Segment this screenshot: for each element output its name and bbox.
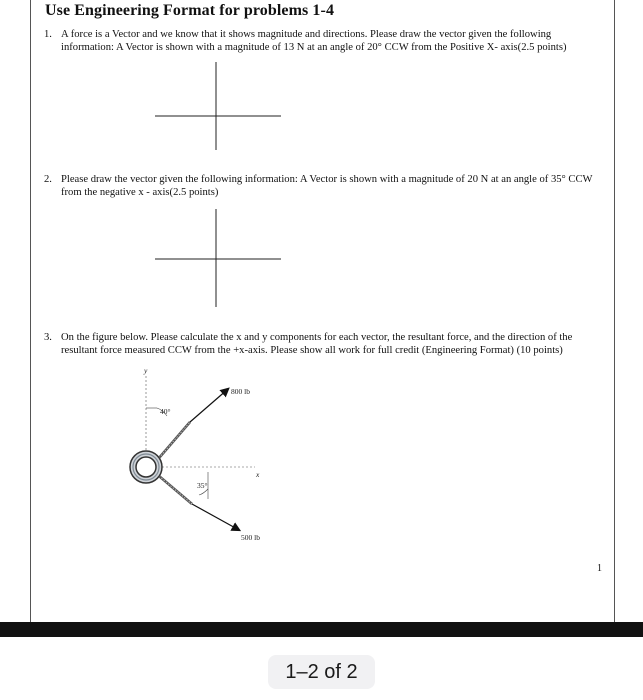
problem-3 bbox=[44, 332, 601, 357]
problem-text: Please draw the vector given the following information: A Vector is shown with a magnitude of 20 N at an angle of 35° CCW from the negative x - axis(2.5 points) bbox=[61, 174, 593, 198]
force-upper-label: 800 lb bbox=[231, 387, 250, 396]
problem-number: 1. bbox=[44, 29, 52, 40]
problem-2 bbox=[44, 174, 601, 199]
force-diagram bbox=[95, 364, 295, 554]
page-heading: Use Engineering Format for problems 1-4 bbox=[45, 2, 335, 19]
force-arrow-lower bbox=[192, 504, 239, 530]
y-axis-label: y bbox=[144, 366, 148, 375]
problem-number: 2. bbox=[44, 174, 52, 185]
axes-problem-1 bbox=[155, 62, 281, 150]
document-page bbox=[30, 0, 615, 622]
problem-text: On the figure below. Please calculate the x and y components for each vector, the resultant force, and the direction of the resultant force measured CCW from the +x-axis. Please show all work for full credit (Engineering Format) (10 points) bbox=[61, 332, 573, 356]
page-number: 1 bbox=[597, 563, 602, 574]
problem-number: 3. bbox=[44, 332, 52, 343]
page-separator bbox=[0, 622, 643, 637]
problem-text: A force is a Vector and we know that it shows magnitude and directions. Please draw the vector given the following information: A Vector is shown with a magnitude of 13 N at an angle of 20° CCW from the Positive X- axis(2.5 points) bbox=[61, 29, 567, 53]
angle-lower-label: 35° bbox=[197, 481, 208, 490]
force-lower-label: 500 lb bbox=[241, 533, 260, 542]
force-arrow-upper bbox=[190, 389, 228, 422]
page-indicator[interactable]: 1–2 of 2 bbox=[268, 655, 375, 689]
problem-1 bbox=[44, 29, 601, 54]
axes-problem-2 bbox=[155, 209, 281, 307]
angle-upper-label: 40° bbox=[160, 407, 171, 416]
x-axis-label: x bbox=[256, 470, 260, 479]
